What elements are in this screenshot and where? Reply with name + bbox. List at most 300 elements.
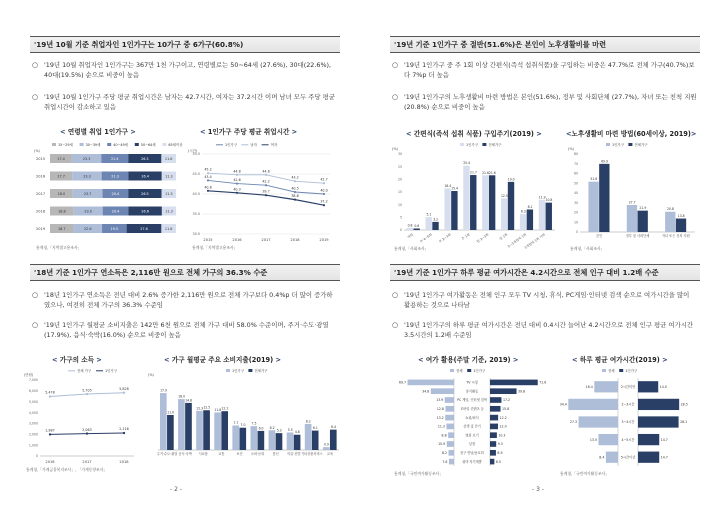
data-label: 19.0 — [507, 177, 515, 182]
data-label: 6.4 — [331, 425, 336, 430]
data-label: 19.5 — [110, 226, 119, 231]
category-label: 3~4시간 — [621, 420, 635, 425]
data-point — [236, 174, 238, 176]
data-label: 21.4 — [110, 156, 119, 161]
data-label: 10.8 — [545, 198, 553, 203]
data-label: 5.5 — [287, 428, 293, 432]
legend-label: 65세이상 — [168, 143, 183, 147]
data-label: 0.9 — [323, 442, 329, 447]
data-point — [207, 190, 209, 192]
tick-label: 10 — [397, 202, 402, 207]
data-label: 43.2 — [291, 175, 299, 180]
data-label: 26.6 — [141, 209, 149, 214]
bar — [287, 433, 294, 451]
bar — [579, 416, 618, 427]
tick-label: 40.0 — [192, 192, 200, 197]
bar — [160, 393, 167, 450]
bar — [408, 380, 454, 386]
category-label: 취미·자기계발 — [462, 459, 482, 464]
category-label: 모바일 컨텐츠 등 — [460, 407, 484, 411]
bar — [239, 428, 246, 450]
bar — [178, 399, 185, 450]
data-label: 6.0 — [258, 426, 264, 431]
data-label: 45.2 — [204, 167, 212, 172]
bar — [444, 188, 450, 230]
leisure-time-chart — [556, 366, 700, 470]
legend-swatch — [135, 143, 139, 146]
legend-swatch — [482, 143, 486, 146]
bar — [446, 424, 454, 430]
legend-label: 30~39세 — [85, 143, 101, 147]
bar — [305, 424, 312, 450]
bar — [482, 175, 488, 230]
data-label: 42.6 — [233, 178, 241, 183]
data-label: 34.8 — [422, 389, 430, 394]
data-label: 39.7 — [262, 189, 270, 194]
data-label: 28.1 — [680, 420, 688, 425]
data-label: 28.5 — [680, 402, 688, 407]
tick-label: 0 — [575, 230, 578, 235]
category-label: 교통 — [218, 452, 225, 456]
chart-caption: < 연령별 취업 1인가구 > — [60, 128, 136, 136]
category-label: 낮잠 — [468, 442, 476, 447]
bar — [638, 381, 658, 392]
category-label: 5시간이상 — [620, 455, 636, 460]
legend-swatch — [226, 369, 230, 372]
bar — [546, 203, 552, 230]
data-label: 37.2 — [320, 199, 328, 204]
source-note: 통계청,「국민여가활동조사」 — [560, 471, 610, 476]
category-label: TV 시청 — [466, 380, 478, 385]
bar — [539, 200, 545, 230]
bar — [312, 431, 319, 450]
bar — [463, 166, 469, 230]
bullet-paragraph: ○ '19년 1인가구 여가활동은 전체 인구 모두 TV 시청, 휴식, PC게임·인터넷 검색 순으로 여가시간을 많이 활용하는 것으로 나타남 — [392, 291, 690, 309]
section-title: '19년 기준 1인가구 중 절반(51.6%)은 본인이 노후생활비를 마련 — [390, 36, 700, 53]
data-label: 11.6 — [164, 226, 173, 231]
tick-label: 2016 — [45, 460, 55, 464]
tick-label: 0 — [399, 228, 402, 233]
circle-bullet-icon: ○ — [32, 321, 39, 329]
data-point — [323, 204, 325, 206]
circle-bullet-icon: ○ — [32, 93, 39, 101]
legend-label: 1인가구 — [612, 143, 624, 147]
data-label: 26.3 — [141, 156, 149, 161]
tick-label: 45.0 — [192, 172, 200, 177]
circle-bullet-icon: ○ — [392, 61, 399, 69]
data-label: 44.8 — [262, 169, 270, 174]
bar — [407, 228, 413, 230]
bar — [451, 191, 457, 230]
category-label: 월 1회 — [498, 232, 509, 242]
bar — [638, 434, 659, 445]
axis-unit: (%) — [568, 147, 574, 151]
chart-caption: < 1인가구 주당 평균 취업시간 > — [200, 128, 298, 136]
legend-label: 전체가구 — [488, 143, 502, 147]
bar — [490, 424, 498, 430]
data-point — [265, 174, 267, 176]
bar — [185, 403, 192, 450]
category-label: 2018 — [36, 209, 46, 214]
data-label: 6.3 — [520, 209, 526, 214]
tick-label: 15 — [397, 190, 402, 195]
data-label: 7.6 — [442, 459, 448, 464]
data-label: 38.6 — [291, 194, 299, 199]
bar — [489, 175, 495, 230]
data-label: 21.7 — [470, 170, 477, 175]
data-point — [86, 393, 88, 395]
bullet-paragraph: ○ '19년 10월 1인가구 주당 평균 취업시간은 남자는 42.7시간, 여자는 37.2시간 이며 남녀 모두 주당 평균 취업시간이 감소하고 있음 — [32, 93, 335, 111]
page-right — [360, 0, 720, 508]
data-label: 27.3 — [569, 420, 578, 425]
legend-label: 1인가구 — [473, 369, 486, 373]
data-label: 2,063 — [82, 427, 92, 432]
bar — [276, 433, 283, 450]
data-label: 8.8 — [441, 433, 447, 438]
source-note: 통계청,「지역별고용조사」 — [192, 245, 238, 250]
bullet-paragraph: ○ '19년 1인가구의 노후생활비 마련 방법은 본인(51.6%), 정부 및 사회단체 (27.7%), 자녀 또는 친척 지원(20.8%) 순으로 비중이 높음 — [392, 93, 697, 111]
data-label: 12.8 — [436, 407, 444, 411]
data-label: 8.4 — [599, 455, 605, 460]
data-label: 12.5 — [500, 193, 508, 198]
bar — [638, 399, 679, 410]
bar — [323, 447, 330, 450]
section-title: '19년 기준 1인가구 하루 평균 여가시간은 4.2시간으로 전체 인구 대비 1.2배 수준 — [390, 264, 700, 281]
data-label: 13.5 — [589, 437, 597, 442]
chart-caption: <노후생활비 마련 방법(60세이상, 2019)> — [566, 130, 697, 138]
bar — [426, 217, 432, 230]
data-label: 2,116 — [119, 427, 129, 432]
category-label: 2~3시간 — [621, 402, 635, 407]
data-label: 13.2 — [436, 415, 444, 420]
bar — [449, 450, 454, 456]
data-label: 51.6 — [590, 177, 598, 182]
bar — [269, 430, 276, 450]
data-point — [49, 433, 51, 435]
bullet-paragraph: ○ '19년 1인가구의 하루 평균 여가시간은 전년 대비 0.4시간 늘어난 4.2시간으로 전체 인구 평균 여가시간 3.5시간의 1.2배 수준임 — [392, 321, 694, 339]
category-label: 친구 만남/동호회 — [460, 451, 484, 455]
data-label: 23.3 — [83, 174, 91, 179]
category-label: 매일 — [406, 232, 415, 240]
data-label: 5,828 — [119, 386, 129, 391]
data-label: 40.5 — [291, 186, 299, 191]
data-label: 11.8 — [214, 407, 222, 412]
category-label: 2시간미만 — [620, 385, 636, 389]
page-number: - 2 - — [170, 486, 182, 493]
legend-swatch — [606, 143, 610, 146]
legend-label: 남자 — [250, 143, 257, 147]
data-label: 11.3 — [165, 209, 173, 214]
data-label: 7.5 — [251, 421, 257, 426]
source-note: 통계청,「사회조사」 — [394, 246, 429, 251]
source-note: 통계청,「사회조사」 — [570, 246, 605, 251]
data-point — [49, 395, 51, 397]
bar — [599, 434, 619, 445]
data-label: 3.2 — [433, 217, 439, 222]
data-label: 5,705 — [82, 388, 92, 393]
bar — [196, 411, 203, 450]
tick-label: 2018 — [290, 238, 300, 242]
data-label: 26.5 — [141, 191, 149, 196]
tick-label: 50.0 — [192, 152, 200, 157]
data-label: 8.2 — [305, 419, 311, 424]
data-label: 7.7 — [233, 421, 239, 425]
bar — [490, 459, 494, 465]
category-label: 식료품 — [198, 452, 208, 456]
bar — [330, 430, 337, 450]
data-label: 18.7 — [57, 226, 66, 231]
bar — [490, 388, 517, 394]
data-label: 11.9 — [538, 195, 546, 200]
data-label: 17.9 — [160, 388, 167, 393]
tick-label: 20 — [573, 210, 578, 215]
bar — [490, 415, 498, 421]
bar — [294, 435, 301, 450]
category-label: 2~3개월에 1회 — [506, 232, 528, 249]
data-label: 34.4 — [559, 402, 567, 407]
bar — [665, 212, 675, 232]
axis-unit: (만원) — [24, 373, 34, 377]
bar — [627, 205, 637, 232]
bar — [431, 388, 454, 394]
bar — [638, 211, 648, 232]
data-point — [236, 183, 238, 185]
category-label: 정부 및 사회단체 — [625, 234, 650, 238]
tick-label: 4,000 — [28, 410, 38, 415]
bar — [508, 182, 514, 230]
tick-label: 7,000 — [28, 378, 38, 383]
tick-label: 5 — [399, 215, 402, 220]
bar — [221, 411, 228, 450]
bar — [413, 228, 419, 230]
bar — [638, 416, 679, 427]
bar — [490, 441, 496, 447]
consumption-chart — [146, 366, 342, 466]
tick-label: 70 — [573, 161, 578, 166]
data-label: 11.0 — [167, 410, 175, 415]
category-label: 주 4~6회 — [419, 232, 433, 244]
legend-swatch — [602, 369, 606, 372]
data-label: 12.2 — [499, 415, 507, 420]
data-label: 12.2 — [221, 406, 229, 411]
data-label: 9.3 — [497, 442, 503, 447]
source-note: 통계청,「가계금융복지조사」, 「가계동향조사」 — [26, 467, 108, 472]
bar — [445, 406, 454, 412]
data-label: 23.0 — [84, 209, 92, 214]
tick-label: 2019 — [319, 238, 329, 242]
data-point — [123, 392, 125, 394]
legend-label: 전체 가구 — [77, 369, 92, 373]
bar — [448, 432, 454, 438]
legend-label: 전체가구 — [634, 143, 648, 147]
data-point — [236, 192, 238, 194]
data-label: 15.4 — [451, 186, 459, 191]
data-point — [207, 172, 209, 174]
chart-caption: < 가구의 소득 > — [52, 356, 102, 364]
legend-label: 1인가구 — [466, 143, 478, 147]
data-label: 26.4 — [141, 174, 149, 179]
legend-label: 1인가구 — [105, 369, 117, 373]
data-label: 21.3 — [111, 174, 119, 179]
data-label: 11.3 — [165, 174, 173, 179]
category-label: 교육 — [326, 452, 334, 456]
data-point — [123, 432, 125, 434]
bar — [432, 222, 438, 230]
bar — [520, 214, 526, 230]
data-label: 11.3 — [437, 424, 445, 429]
data-label: 0.6 — [414, 223, 420, 228]
data-label: 5,478 — [45, 390, 55, 395]
chart-caption: < 간편식(즉석 섭취 식품) 구입주기(2019) > — [406, 130, 542, 138]
data-label: 43.4 — [204, 174, 212, 179]
category-label: 2017 — [36, 191, 46, 196]
data-label: 15.8 — [502, 407, 510, 411]
data-label: 69.7 — [398, 380, 407, 385]
data-label: 23.3 — [82, 156, 91, 161]
category-label: 주 2~3회 — [438, 232, 452, 244]
data-label: 40.0 — [320, 188, 328, 193]
data-point — [265, 184, 267, 186]
data-label: 16.4 — [444, 183, 452, 188]
data-label: 11.6 — [164, 156, 173, 161]
data-label: 17.2 — [502, 398, 511, 403]
legend-label: 여자 — [270, 143, 278, 147]
bar — [250, 426, 257, 450]
data-label: 0.8 — [407, 223, 413, 228]
legend-swatch — [619, 369, 623, 372]
bullet-paragraph: ○ '19년 10월 취업자인 1인가구는 367만 1천 가구이고, 연령별로는 50~64세 (27.6%), 30대(22.6%), 40대(19.5%) 순으로 비중이 높음 — [32, 61, 332, 79]
legend-label: 50~64세 — [140, 143, 156, 147]
circle-bullet-icon: ○ — [392, 93, 399, 101]
data-point — [86, 432, 88, 434]
data-label: 7.0 — [240, 423, 246, 428]
age-employment-chart — [30, 140, 183, 244]
circle-bullet-icon: ○ — [32, 291, 39, 299]
tick-label: 2016 — [232, 238, 242, 242]
legend-swatch — [450, 369, 454, 372]
tick-label: 25 — [397, 164, 402, 169]
data-label: 21.6 — [488, 170, 496, 175]
bar — [490, 397, 501, 403]
data-point — [265, 194, 267, 196]
leisure-activity-chart — [390, 366, 552, 470]
data-label: 12.0 — [499, 424, 507, 429]
data-label: 10.3 — [498, 433, 506, 438]
tick-label: 80 — [573, 152, 578, 157]
data-label: 4.8 — [294, 430, 300, 435]
category-label: 음식·숙박 — [178, 452, 192, 456]
section-title: '19년 10월 기준 취업자인 1인가구는 10가구 중 6가구(60.8%) — [30, 36, 340, 53]
legend-swatch — [460, 143, 464, 146]
category-label: 2015 — [36, 156, 46, 161]
data-label: 6.1 — [312, 426, 318, 431]
data-label: 14.7 — [660, 455, 668, 460]
legend-label: 1인가구 — [625, 369, 638, 373]
legend-label: 40~49세 — [113, 143, 128, 147]
legend-label: 전체가구 — [254, 369, 268, 373]
source-note: 통계청,「국민여가활동조사」 — [394, 471, 444, 476]
bar — [232, 426, 239, 451]
legend-label: 전체 — [456, 369, 463, 373]
data-label: 8.9 — [497, 451, 503, 455]
bar — [490, 450, 496, 456]
data-label: 71.6 — [539, 380, 547, 385]
data-label: 5.1 — [426, 212, 432, 217]
bar — [588, 182, 598, 232]
data-label: 14.8 — [185, 398, 193, 403]
category-label: PC 게임, 인터넷 검색 — [457, 398, 487, 403]
category-label: 주 1회 — [460, 232, 471, 242]
category-label: 기타상품서비스 — [301, 452, 323, 456]
data-label: 12.5 — [203, 405, 211, 410]
legend-label: 1인가구 — [232, 369, 244, 373]
data-label: 18.0 — [57, 191, 66, 196]
tick-label: 0 — [35, 454, 38, 459]
category-label: 산책 및 걷기 — [463, 424, 481, 429]
data-point — [323, 182, 325, 184]
bar — [447, 441, 454, 447]
data-label: 8.1 — [527, 204, 533, 209]
legend-swatch — [52, 143, 56, 146]
chart-caption: < 하루 평균 여가시간(2019) > — [572, 356, 668, 364]
bullet-paragraph: ○ '19년 1인가구 중 주 1회 이상 간편식(즉석 섭취식품)을 구입하는 비중은 47.7%로 전체 가구(40.7%)보다 7%p 더 높음 — [392, 61, 695, 79]
tick-label: 1,000 — [28, 443, 38, 448]
bar — [606, 452, 618, 463]
bar — [445, 415, 454, 421]
legend-swatch — [628, 143, 632, 146]
data-label: 69.9 — [601, 159, 608, 164]
bar — [449, 459, 454, 465]
tick-label: 2,000 — [28, 432, 38, 437]
bar — [490, 406, 501, 412]
bullet-paragraph: ○ '19년 1인가구 월평균 소비지출은 142만 6천 원으로 전체 가구 대비 58.0% 수준이며, 주거·수도·광열(17.9%), 음식·숙박(16.0%) 순으로 비중이 높음 — [32, 321, 329, 339]
data-point — [207, 179, 209, 181]
work-hours-chart — [186, 140, 338, 244]
data-label: 23.7 — [83, 191, 92, 196]
category-label: 주거·수도·광열 — [156, 452, 178, 456]
bar — [203, 410, 210, 450]
data-label: 44.8 — [233, 169, 241, 174]
data-label: 20.4 — [111, 191, 120, 196]
tick-label: 10 — [573, 220, 578, 225]
data-label: 11.5 — [165, 191, 173, 196]
tick-label: 2017 — [261, 238, 271, 242]
legend-swatch — [248, 369, 252, 372]
category-label: 3개월에 1회 이하 — [523, 232, 547, 250]
category-label: 월 2~3회 — [475, 232, 490, 244]
data-label: 14.7 — [660, 437, 668, 442]
tick-label: 20 — [397, 177, 402, 182]
data-label: 1,987 — [45, 428, 55, 433]
data-label: 13.8 — [677, 214, 685, 219]
bar — [445, 397, 454, 403]
data-point — [294, 180, 296, 182]
tick-label: 30.0 — [192, 232, 200, 237]
tick-label: 3,000 — [28, 421, 38, 426]
legend-label: 15~29세 — [58, 143, 73, 147]
bar — [258, 431, 265, 450]
bullet-paragraph: ○ '18년 1인가구 연소득은 전년 대비 2.6% 증가한 2,116만 원으로 전체 가구보다 0.4%p 더 많이 증가하였으나, 여전히 전체 가구의 36.3% 수준임 — [32, 291, 333, 309]
tick-label: 2015 — [203, 238, 213, 242]
retirement-funding-chart — [566, 140, 698, 246]
tick-label: 35.0 — [192, 212, 200, 217]
data-label: 25.4 — [463, 161, 471, 166]
bar — [638, 452, 659, 463]
data-label: 22.6 — [84, 226, 92, 231]
category-label: 2019 — [36, 226, 46, 231]
data-label: 17.7 — [57, 174, 65, 179]
category-label: 통신 — [272, 452, 279, 456]
